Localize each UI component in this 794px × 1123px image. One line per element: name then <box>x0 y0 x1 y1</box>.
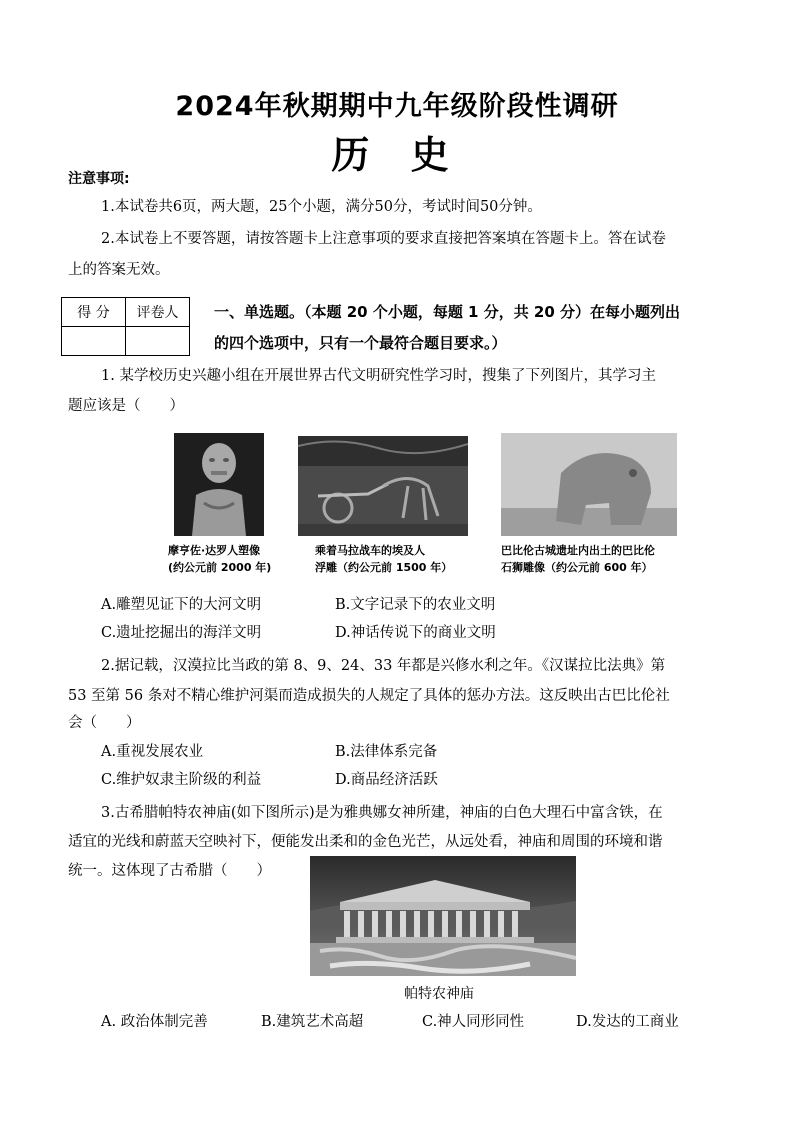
q3-option-a[interactable]: A. 政治体制完善 <box>101 1014 208 1030</box>
q2-stem-line2: 53 至第 56 条对不精心维护河渠而造成损失的人规定了具体的惩办方法。这反映出古巴比伦社 <box>68 688 670 704</box>
q3-option-b[interactable]: B.建筑艺术高超 <box>261 1014 364 1030</box>
subject-title: 历 史 <box>331 133 463 177</box>
lion-statue-icon <box>501 433 677 536</box>
q1-caption-2-line2: 浮雕（约公元前 1500 年） <box>315 561 453 574</box>
notice-item-3: 上的答案无效。 <box>68 262 170 278</box>
q3-stem-line1: 3.古希腊帕特农神庙(如下图所示)是为雅典娜女神所建，神庙的白色大理石中富含铁，在 <box>101 805 663 821</box>
q1-caption-3-line1: 巴比伦古城遗址内出土的巴比伦 <box>501 544 655 557</box>
parthenon-icon <box>310 856 576 976</box>
score-cell[interactable] <box>62 327 126 356</box>
grader-cell[interactable] <box>126 327 190 356</box>
statue-icon <box>174 433 264 536</box>
q1-stem-line2: 题应该是（ ） <box>68 398 184 414</box>
notice-item-1: 1.本试卷共6页，两大题，25个小题，满分50分，考试时间50分钟。 <box>101 199 542 215</box>
q3-image-caption: 帕特农神庙 <box>404 986 474 1002</box>
q1-caption-2-line1: 乘着马拉战车的埃及人 <box>315 544 425 557</box>
section1-instruction-line2: 的四个选项中，只有一个最符合题目要求。） <box>214 334 507 352</box>
q1-caption-1-line1: 摩亨佐·达罗人塑像 <box>168 544 261 557</box>
q1-option-b[interactable]: B.文字记录下的农业文明 <box>335 597 496 613</box>
q2-option-c[interactable]: C.维护奴隶主阶级的利益 <box>101 772 262 788</box>
score-label: 得 分 <box>62 298 126 327</box>
notice-heading: 注意事项: <box>68 171 130 187</box>
score-table <box>61 297 190 356</box>
q1-option-c[interactable]: C.遗址挖掘出的海洋文明 <box>101 625 262 641</box>
babylon-lion-statue-image <box>501 433 677 536</box>
chariot-relief-icon <box>298 436 468 536</box>
q1-caption-3-line2: 石狮雕像（约公元前 600 年） <box>501 561 653 574</box>
egyptian-chariot-relief-image <box>298 436 468 536</box>
q2-stem-line1: 2.据记载，汉漠拉比当政的第 8、9、24、33 年都是兴修水利之年。《汉谋拉比法典》第 <box>101 658 666 674</box>
q2-option-a[interactable]: A.重视发展农业 <box>101 744 204 760</box>
q1-stem-line1: 1. 某学校历史兴趣小组在开展世界古代文明研究性学习时，搜集了下列图片，其学习主 <box>101 368 656 384</box>
mohenjo-daro-statue-image <box>174 433 264 536</box>
q1-option-d[interactable]: D.神话传说下的商业文明 <box>335 625 496 641</box>
parthenon-image <box>310 856 576 976</box>
q3-stem-line2: 适宜的光线和蔚蓝天空映衬下，便能发出柔和的金色光芒，从远处看，神庙和周围的环境和谐 <box>68 834 663 850</box>
q1-caption-1-line2: (约公元前 2000 年) <box>168 561 272 574</box>
q3-option-d[interactable]: D.发达的工商业 <box>576 1014 679 1030</box>
q3-stem-line3: 统一。这体现了古希腊（ ） <box>68 863 271 879</box>
exam-title: 2024年秋期期中九年级阶段性调研 <box>175 91 619 122</box>
section1-instruction-line1: 一、单选题。（本题 20 个小题，每题 1 分，共 20 分）在每小题列出 <box>214 303 681 321</box>
q2-option-d[interactable]: D.商品经济活跃 <box>335 772 438 788</box>
grader-label: 评卷人 <box>126 298 190 327</box>
notice-item-2: 2.本试卷上不要答题，请按答题卡上注意事项的要求直接把答案填在答题卡上。答在试卷 <box>101 231 666 247</box>
q2-stem-line3: 会（ ） <box>68 715 141 731</box>
q3-option-c[interactable]: C.神人同形同性 <box>422 1014 525 1030</box>
q2-option-b[interactable]: B.法律体系完备 <box>335 744 438 760</box>
q1-option-a[interactable]: A.雕塑见证下的大河文明 <box>101 597 262 613</box>
